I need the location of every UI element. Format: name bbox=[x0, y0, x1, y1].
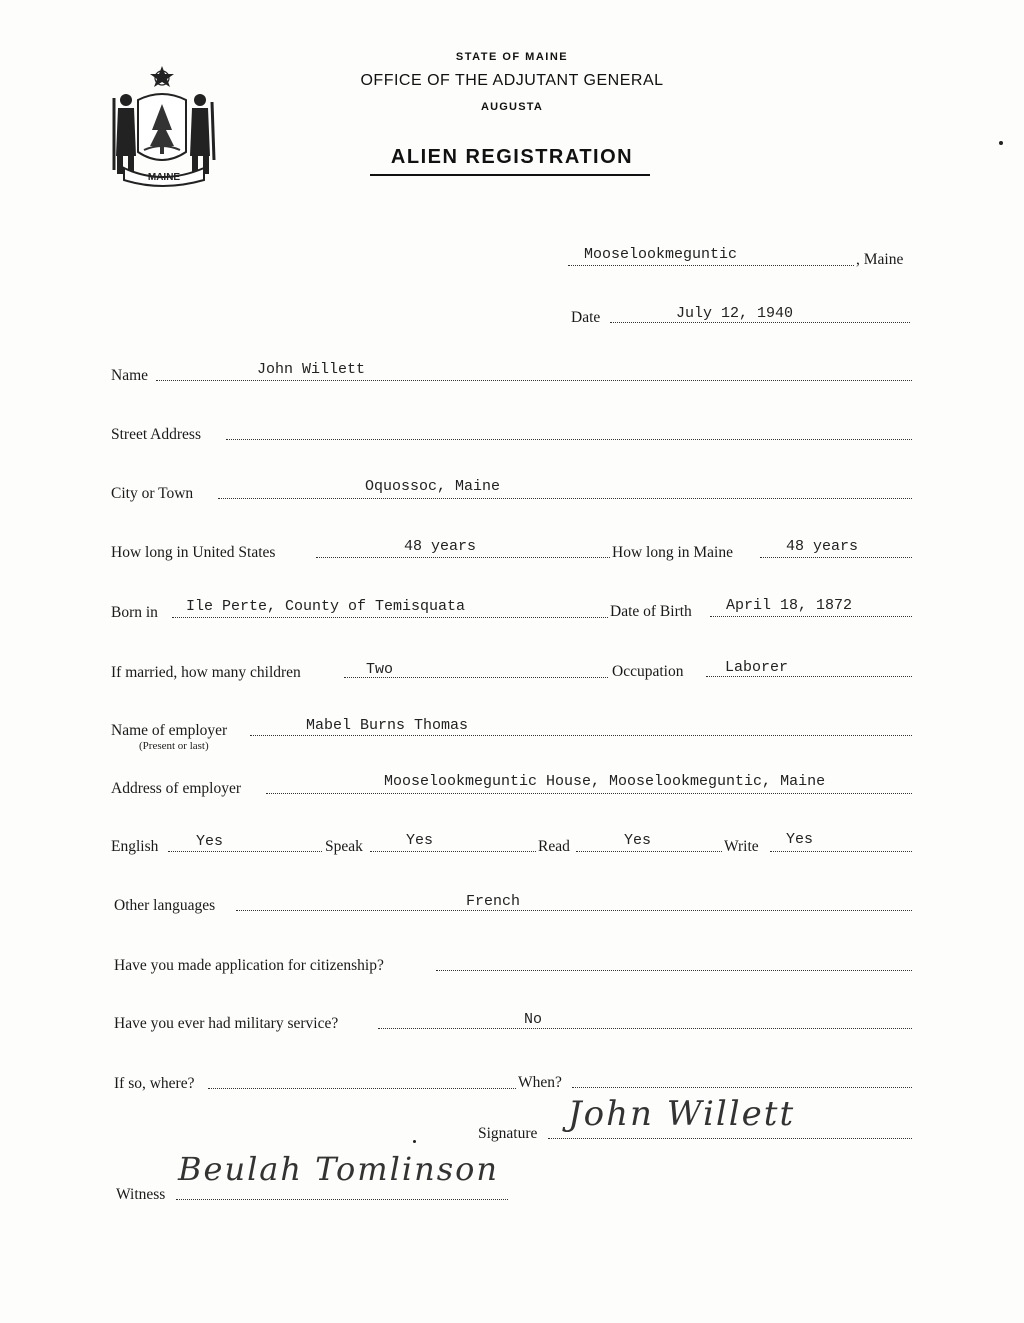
employer-note: (Present or last) bbox=[139, 740, 209, 752]
witness-line bbox=[176, 1199, 508, 1200]
street-label: Street Address bbox=[111, 426, 201, 443]
office-heading: OFFICE OF THE ADJUTANT GENERAL bbox=[360, 72, 664, 89]
write-value: Yes bbox=[786, 831, 814, 848]
employer-value: Mabel Burns Thomas bbox=[306, 717, 469, 734]
when-line bbox=[572, 1087, 912, 1088]
children-value: Two bbox=[366, 661, 394, 678]
born-label: Born in bbox=[111, 604, 158, 621]
dob-label: Date of Birth bbox=[610, 603, 692, 620]
speak-value: Yes bbox=[406, 832, 434, 849]
english-value: Yes bbox=[196, 833, 224, 850]
paper-speck bbox=[999, 141, 1003, 145]
born-line bbox=[172, 617, 608, 618]
title-underline bbox=[370, 174, 650, 176]
employer-label: Name of employer bbox=[111, 722, 228, 739]
paper-speck bbox=[413, 1140, 416, 1143]
employer-line bbox=[250, 735, 912, 736]
maine-time-line bbox=[760, 557, 912, 558]
write-line bbox=[770, 851, 912, 852]
city-value: Oquossoc, Maine bbox=[365, 478, 501, 495]
us-time-value: 48 years bbox=[404, 538, 477, 555]
speak-line bbox=[370, 851, 536, 852]
employer-address-value: Mooselookmeguntic House, Mooselookmeguntic, Maine bbox=[384, 773, 826, 790]
citizenship-line bbox=[436, 970, 912, 971]
where-line bbox=[208, 1088, 516, 1089]
name-line bbox=[156, 380, 912, 381]
military-line bbox=[378, 1028, 912, 1029]
maine-time-label: How long in Maine bbox=[612, 544, 733, 561]
witness-label: Witness bbox=[116, 1186, 166, 1203]
english-label: English bbox=[111, 838, 159, 855]
military-value: No bbox=[524, 1011, 543, 1028]
date-value: July 12, 1940 bbox=[676, 305, 794, 322]
place-value: Mooselookmeguntic bbox=[584, 246, 738, 263]
street-line bbox=[226, 439, 912, 440]
witness-value: Beulah Tomlinson bbox=[178, 1150, 499, 1188]
maine-time-value: 48 years bbox=[786, 538, 859, 555]
us-time-line bbox=[316, 557, 610, 558]
read-label: Read bbox=[538, 838, 570, 855]
english-line bbox=[168, 851, 322, 852]
employer-address-line bbox=[266, 793, 912, 794]
speak-label: Speak bbox=[325, 838, 363, 855]
citizenship-label: Have you made application for citizenship? bbox=[114, 957, 384, 974]
when-label: When? bbox=[518, 1074, 562, 1091]
city-label: City or Town bbox=[111, 485, 194, 502]
svg-text:MAINE: MAINE bbox=[147, 172, 181, 183]
other-languages-value: French bbox=[466, 893, 521, 910]
where-label: If so, where? bbox=[114, 1075, 195, 1092]
form-title: ALIEN REGISTRATION bbox=[390, 146, 634, 168]
name-label: Name bbox=[111, 367, 149, 384]
state-heading: STATE OF MAINE bbox=[455, 51, 569, 63]
employer-address-label: Address of employer bbox=[111, 780, 241, 797]
signature-label: Signature bbox=[478, 1125, 538, 1142]
military-label: Have you ever had military service? bbox=[114, 1015, 339, 1032]
city-line bbox=[218, 498, 912, 499]
children-label: If married, how many children bbox=[111, 664, 301, 681]
born-value: Ile Perte, County of Temisquata bbox=[186, 598, 466, 615]
occupation-value: Laborer bbox=[725, 659, 789, 676]
date-label: Date bbox=[571, 309, 601, 326]
date-line bbox=[610, 322, 910, 323]
place-line bbox=[568, 265, 854, 266]
read-line bbox=[576, 851, 722, 852]
signature-line bbox=[548, 1138, 912, 1139]
city-heading: AUGUSTA bbox=[481, 101, 543, 113]
signature-value: John Willett bbox=[568, 1094, 796, 1134]
us-time-label: How long in United States bbox=[111, 544, 276, 561]
write-label: Write bbox=[724, 838, 759, 855]
dob-value: April 18, 1872 bbox=[726, 597, 853, 614]
name-value: John Willett bbox=[257, 361, 366, 378]
dob-line bbox=[710, 616, 912, 617]
place-suffix: , Maine bbox=[856, 251, 904, 268]
occupation-label: Occupation bbox=[612, 663, 684, 680]
other-languages-line bbox=[236, 910, 912, 911]
read-value: Yes bbox=[624, 832, 652, 849]
other-languages-label: Other languages bbox=[114, 897, 216, 914]
occupation-line bbox=[706, 676, 912, 677]
